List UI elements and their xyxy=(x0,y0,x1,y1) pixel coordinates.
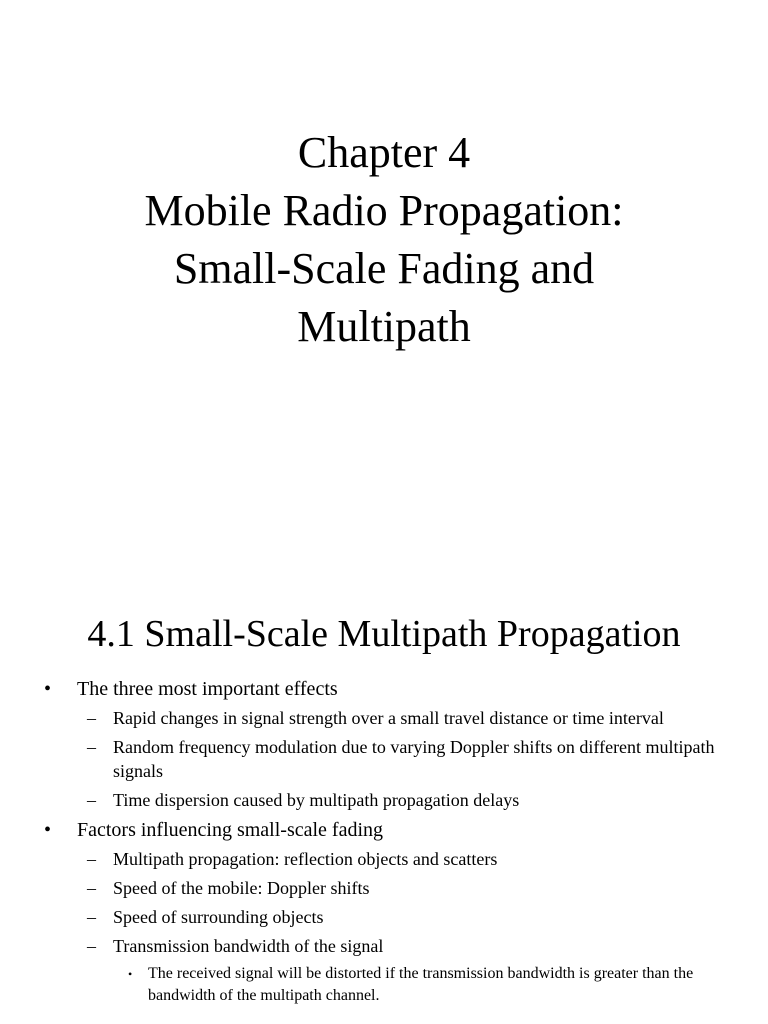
list-item-factors xyxy=(0,817,768,843)
sub-item-text: Speed of the mobile: Doppler shifts xyxy=(113,878,370,898)
title-line-3: Small-Scale Fading and xyxy=(173,244,595,293)
title-line-2: Mobile Radio Propagation: xyxy=(144,186,624,235)
small-bullet-marker: • xyxy=(128,967,133,981)
sub-item-text: Speed of surrounding objects xyxy=(113,907,324,927)
sub-item xyxy=(0,788,768,812)
sub-item-text: Rapid changes in signal strength over a small travel distance or time interval xyxy=(113,708,664,728)
sub-item xyxy=(0,706,768,730)
dash-marker: – xyxy=(87,878,96,898)
sub-sub-item xyxy=(0,963,768,1007)
bullet-marker: • xyxy=(44,678,52,700)
sub-item xyxy=(0,735,768,783)
bullet-marker: • xyxy=(44,819,52,841)
sub-item-text: Multipath propagation: reflection objects and scatters xyxy=(113,849,498,869)
sub-item-text: Random frequency modulation due to varying Doppler shifts on different multipath signals xyxy=(113,737,715,781)
dash-marker: – xyxy=(87,907,96,927)
list-item-effects xyxy=(0,676,768,702)
title-line-1: Chapter 4 xyxy=(297,128,471,177)
sub-sub-item-text: The received signal will be distorted if the transmission bandwidth is greater than the bandwidth of the multipath channel. xyxy=(148,965,694,1004)
sub-item-text: Transmission bandwidth of the signal xyxy=(113,936,384,956)
bullet-list xyxy=(0,676,768,1007)
list-item-text: The three most important effects xyxy=(77,678,338,700)
sub-item-text: Time dispersion caused by multipath propagation delays xyxy=(113,790,520,810)
section-heading: 4.1 Small-Scale Multipath Propagation xyxy=(87,613,681,655)
sub-item xyxy=(0,934,768,958)
dash-marker: – xyxy=(87,849,96,869)
sub-item xyxy=(0,847,768,871)
sub-item xyxy=(0,905,768,929)
chapter-title xyxy=(0,124,768,356)
dash-marker: – xyxy=(87,708,96,728)
list-item-text: Factors influencing small-scale fading xyxy=(77,819,384,841)
dash-marker: – xyxy=(87,790,96,810)
title-line-4: Multipath xyxy=(297,302,471,351)
dash-marker: – xyxy=(87,737,96,757)
dash-marker: – xyxy=(87,936,96,956)
sub-item xyxy=(0,876,768,900)
